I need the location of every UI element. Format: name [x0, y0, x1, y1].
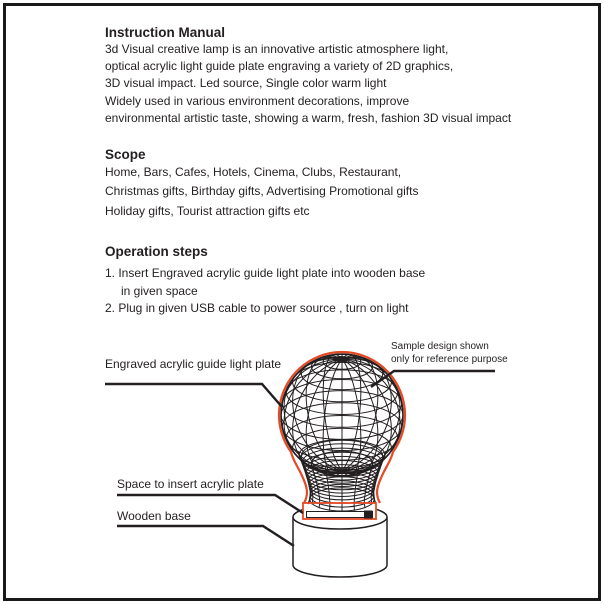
instruction-manual-line: optical acrylic light guide plate engraving a variety of 2D graphics,: [105, 59, 454, 74]
label-engraved-plate: Engraved acrylic guide light plate: [105, 357, 282, 371]
leader-engraved-plate: [105, 384, 282, 407]
operation-steps-heading: Operation steps: [105, 244, 208, 259]
label-sample-note-line1: Sample design shown: [391, 341, 489, 352]
acrylic-slot-plate: [307, 511, 373, 519]
label-insert-space: Space to insert acrylic plate: [117, 477, 264, 491]
scope-heading: Scope: [105, 147, 146, 162]
operation-step-line: 1. Insert Engraved acrylic guide light plate into wooden base: [105, 266, 426, 280]
scope-line: Home, Bars, Cafes, Hotels, Cinema, Clubs, Restaurant,: [105, 165, 402, 179]
label-sample-note-line2: only for reference purpose: [391, 353, 508, 365]
scope-line: Christmas gifts, Birthday gifts, Advertising Promotional gifts: [105, 184, 419, 199]
label-sample-note: [391, 341, 508, 366]
leader-sample-note: [371, 371, 495, 387]
scope-line: Holiday gifts, Tourist attraction gifts etc: [105, 203, 310, 218]
instruction-manual-line: environmental artistic taste, showing a warm, fresh, fashion 3D visual impact: [105, 110, 512, 125]
bulb-pole-cap: [333, 356, 350, 362]
leader-wooden-base: [117, 526, 294, 546]
instruction-manual-heading: Instruction Manual: [105, 25, 226, 40]
instruction-manual-line: 3d Visual creative lamp is an innovative artistic atmosphere light,: [105, 42, 449, 56]
operation-step-line: in given space: [121, 283, 198, 298]
label-wooden-base: Wooden base: [117, 509, 191, 523]
instruction-manual-line: Widely used in various environment decorations, improve: [105, 93, 410, 108]
instruction-manual-line: 3D visual impact. Led source, Single color warm light: [105, 76, 387, 91]
operation-step-line: 2. Plug in given USB cable to power source , turn on light: [105, 301, 409, 315]
